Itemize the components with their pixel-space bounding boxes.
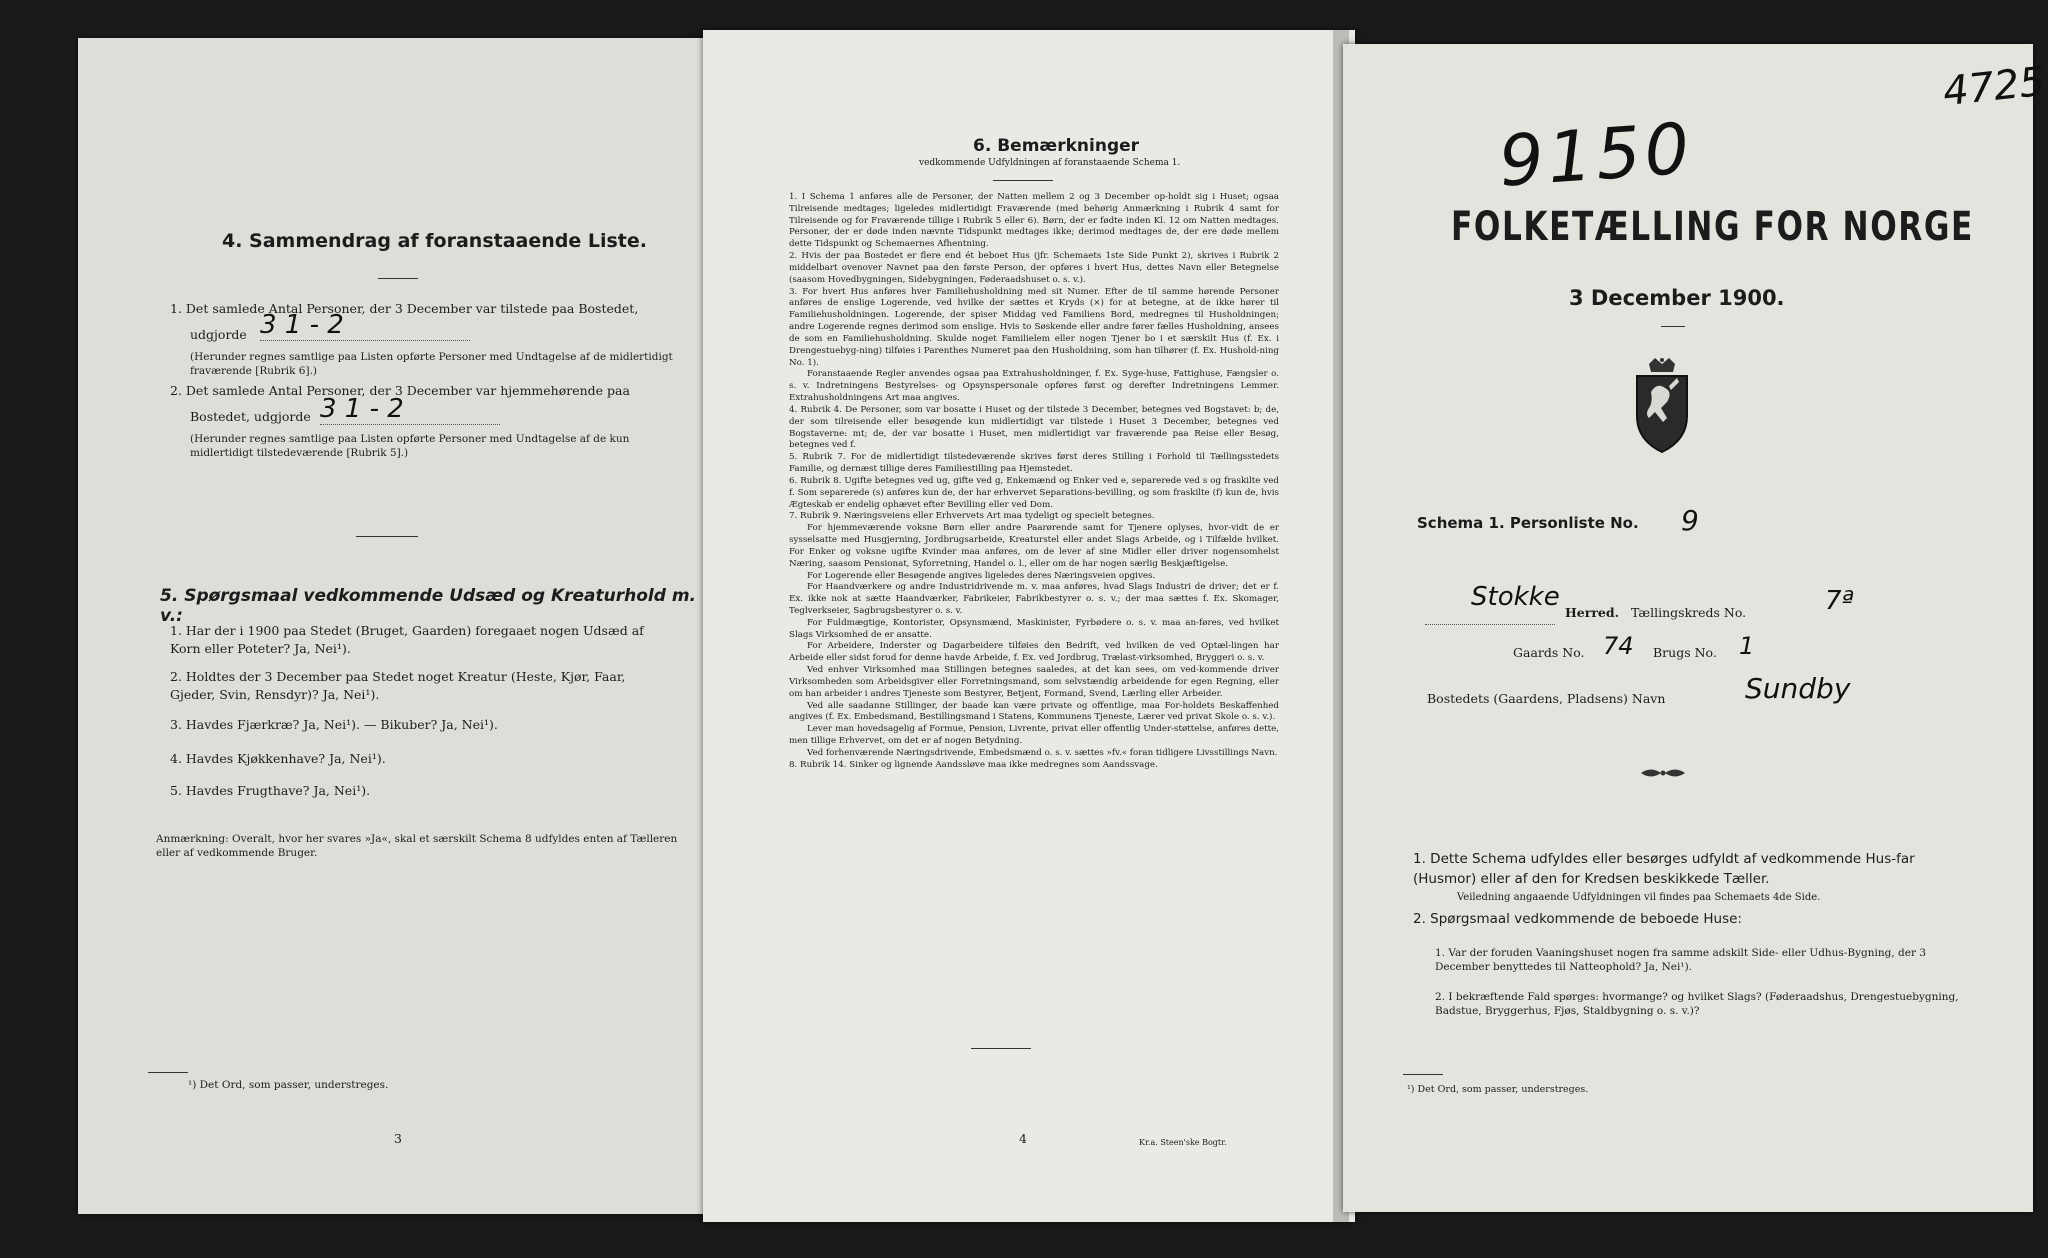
- remarks-list: [789, 192, 1279, 772]
- remark-paragraph: 1. I Schema 1 anføres alle de Personer, der Natten mellem 2 og 3 December op-holdt sig i Huset; ogsaa Tilreisende medtages; ligeledes midlertidigt Fraværende (med behørig Anmærkning i Rubrik 4 samt for Tilreisende og for Fraværende tillige i Rubrik 5 eller 6). Børn, der er fødte inden Kl. 12 om Natten medtages. Personer, der er døde inden nævnte Tidspunkt medtages ikke; derimod medtages de, der ere døde mellem dette Tidspunkt og Schemaernes Afhentning.: [789, 192, 1279, 250]
- instruction-2: 2. Spørgsmaal vedkommende de beboede Huse:: [1413, 911, 1742, 927]
- remark-paragraph: 4. Rubrik 4. De Personer, som var bosatte i Huset og der tilstede 3 December, betegnes ved Bogstavet: b; de, der som tilreisende eller besøgende kun midlertidigt var tilstede i Huset 3 December, betegnes ved Bogstaverne: mt; de, der var bosatte i Huset, men midlertidigt var fraværende paa Reise eller Besøg, betegnes ved f.: [789, 404, 1279, 451]
- divider: [971, 1048, 1031, 1049]
- remark: Anmærkning: Overalt, hvor her svares »Ja«, skal et særskilt Schema 8 udfyldes enten af Tælleren eller af vedkommende Bruger.: [156, 833, 678, 860]
- page-number: 4: [1019, 1131, 1027, 1146]
- left-page: [78, 38, 718, 1214]
- remark-paragraph: Foranstaaende Regler anvendes ogsaa paa Extrahusholdninger, f. Ex. Syge-huse, Fattighuse, Fængsler o. s. v. Indretningens Bestyrelses- og Opsynspersonale opføres først og derefter Indretningens Lemmer. Extrahusholdningens Art maa angives.: [789, 369, 1279, 404]
- footnote: ¹) Det Ord, som passer, understreges.: [188, 1079, 389, 1091]
- s5-q2: 2. Holdtes der 3 December paa Stedet noget Kreatur (Heste, Kjør, Faar, Gjeder, Svin, Rensdyr)? Ja, Nei¹).: [170, 669, 626, 703]
- section6-title: 6. Bemærkninger: [973, 136, 1140, 156]
- footnote: ¹) Det Ord, som passer, understreges.: [1407, 1084, 1589, 1095]
- s5-q4: 4. Havdes Kjøkkenhave? Ja, Nei¹).: [170, 751, 386, 766]
- kreds-label: Tællingskreds No.: [1631, 605, 1747, 620]
- instruction-2-q1: 1. Var der foruden Vaaningshuset nogen fra samme adskilt Side- eller Udhus-Bygning, der 3 December benyttedes til Natteophold? Ja, Nei¹).: [1435, 947, 1926, 974]
- remark-paragraph: Lever man hovedsagelig af Formue, Pension, Livrente, privat eller offentlig Under-støttelse, anføres dette, men tillige Erhvervet, om det er af nogen Betydning.: [789, 724, 1279, 747]
- q2-answer-label: Bostedet, udgjorde: [190, 409, 311, 424]
- handwritten-number: 9150: [1496, 107, 1696, 203]
- remark-paragraph: For Arbeidere, Inderster og Dagarbeidere tilføies den Bedrift, ved hvilken de ved Optæl-lingen har Arbeide eller sidst forud for denne havde Arbeide, f. Ex. ved Jordbrug, Trælast-virksomhed, Bryggeri o. s. v.: [789, 641, 1279, 664]
- section5-title: 5. Spørgsmaal vedkommende Udsæd og Kreaturhold m. v.:: [160, 586, 697, 626]
- herred-label: Herred.: [1565, 605, 1619, 620]
- divider: [378, 278, 418, 279]
- schema-label: Schema 1. Personliste No.: [1417, 514, 1639, 532]
- instruction-1-sub: Veiledning angaaende Udfyldningen vil findes paa Schemaets 4de Side.: [1457, 892, 1821, 903]
- s5-q1: 1. Har der i 1900 paa Stedet (Bruget, Gaarden) foregaaet nogen Udsæd af Korn eller Poteter? Ja, Nei¹).: [170, 623, 644, 657]
- q1-note: (Herunder regnes samtlige paa Listen opførte Personer med Undtagelse af de midlertidigt fraværende [Rubrik 6].): [190, 351, 673, 378]
- divider: [356, 536, 418, 537]
- remark-paragraph: Ved enhver Virksomhed maa Stillingen betegnes saaledes, at det kan sees, om ved-kommende driver Virksomheden som Arbeidsgiver eller Forretningsmand, som selvstændig arbeidende for egen Regning, eller om han arbeider i andres Tjeneste som Bestyrer, Betjent, Formand, Svend, Lærling eller Arbeider.: [789, 665, 1279, 699]
- archive-number: 4725: [1940, 58, 2047, 116]
- middle-page: [703, 30, 1355, 1222]
- divider: [148, 1072, 188, 1073]
- s5-q5: 5. Havdes Frugthave? Ja, Nei¹).: [170, 783, 371, 798]
- remark-paragraph: 8. Rubrik 14. Sinker og lignende Aandssløve maa ikke medregnes som Aandssvage.: [789, 759, 1158, 770]
- right-page: [1343, 44, 2047, 1212]
- coat-of-arms-icon: [1629, 356, 1695, 456]
- remark-paragraph: For Fuldmægtige, Kontorister, Opsynsmænd, Maskinister, Fyrbødere o. s. v. maa an-føres, ved hvilket Slags Virksomhed de er ansatte.: [789, 617, 1279, 640]
- bleed-through-text: [498, 93, 505, 118]
- page-number: 3: [394, 1131, 402, 1146]
- remark-paragraph: For Haandværkere og andre Industridrivende m. v. maa anføres, hvad Slags Industri de driver; det er f. Ex. ikke nok at sætte Haandværker, Fabrikeier, Fabrikbestyrer o. s. v.; der maa sættes f. Ex. Skomager, Teglverkseier, Sagbrugsbestyrer o. s. v.: [789, 582, 1279, 616]
- q2-answer: 3 1 - 2: [320, 394, 500, 425]
- divider: [993, 180, 1053, 181]
- document-date: 3 December 1900.: [1569, 286, 1785, 310]
- remark-paragraph: 3. For hvert Hus anføres hver Familiehusholdning med sit Numer. Efter de til samme hørende Personer anføres de enslige Logerende, ved hvilke der sættes et Kryds (×) for at betegne, at de ikke hører til Familiehusholdningen. Logerende, der spiser Middag ved Familiens Bord, medregnes til Husholdningen; andre Logerende regnes derimod som enslige. Hvis to Søskende eller andre fører fælles Husholdning, ansees de som en Familiehusholdning. Skulde noget Familielem eller nogen Tjener bo i et særskilt Hus (f. Ex. i Drengestuebyg-ning) tilføies i Parenthes Numeret paa den Husholdning, som han tilhører (f. Ex. Hushold-ning No. 1).: [789, 286, 1279, 368]
- q2-text: 2. Det samlede Antal Personer, der 3 December var hjemmehørende paa: [170, 383, 630, 398]
- q1-answer-label: udgjorde: [190, 327, 247, 342]
- s5-q3: 3. Havdes Fjærkræ? Ja, Nei¹). — Bikuber? Ja, Nei¹).: [170, 717, 498, 732]
- brugs-value: 1: [1739, 632, 1755, 660]
- remark-paragraph: For hjemmeværende voksne Børn eller andre Paarørende samt for Tjenere oplyses, hvor-vidt de er sysselsatte med Husgjerning, Jordbrugsarbeide, Kreaturstel eller andet Slags Arbeide, og i Tilfælde hvilket. For Enker og voksne ugifte Kvinder maa anføres, om de lever af sine Midler eller driver nogensomhelst Næring, saasom Pensionat, Syforretning, Handel o. l., eller om de har nogen særlig Beskjæftigelse.: [789, 523, 1279, 569]
- remark-paragraph: For Logerende eller Besøgende angives ligeledes deres Næringsveien opgives.: [807, 570, 1156, 581]
- q1-answer: 3 1 - 2: [260, 310, 470, 341]
- brugs-label: Brugs No.: [1653, 645, 1717, 660]
- remark-paragraph: 2. Hvis der paa Bostedet er flere end ét beboet Hus (jfr. Schemaets 1ste Side Punkt 2), skrives i Rubrik 2 middelbart ovenover Navnet paa den første Person, der opføres i hvert Hus, dettes Navn eller Betegnelse (saasom Hovedbygningen, Sidebygningen, Føderaadshuset o. s. v.).: [789, 251, 1279, 285]
- kreds-value: 7ª: [1825, 586, 1854, 616]
- instruction-2-q2: 2. I bekræftende Fald spørges: hvormange? og hvilket Slags? (Føderaadshus, Drengestuebygning, Badstue, Bryggerhus, Fjøs, Staldbygning o. s. v.)?: [1435, 991, 1959, 1018]
- ornament-icon: [1639, 766, 1687, 780]
- remark-paragraph: Ved alle saadanne Stillinger, der baade kan være private og offentlige, maa For-holdets Beskaffenhed angives (f. Ex. Embedsmand, Bestillingsmand i Statens, Kommunens Tjeneste, Lærer ved privat Skole o. s. v.).: [789, 700, 1279, 723]
- bosted-value: Sundby: [1745, 672, 1851, 705]
- remark-paragraph: 5. Rubrik 7. For de midlertidigt tilstedeværende skrives først deres Stilling i Forhold til Tællingsstedets Familie, og dernæst tillige deres Familiestilling paa Hjemstedet.: [789, 452, 1279, 475]
- document-title: FOLKETÆLLING FOR NORGE: [1451, 204, 1974, 250]
- remark-paragraph: 6. Rubrik 8. Ugifte betegnes ved ug, gifte ved g, Enkemænd og Enker ved e, separerede ved s og fraskilte ved f. Som separerede (s) anføres kun de, der har erhvervet Separations-bevilling, og som fraskilte (f) kun de, hvis Ægteskab er endelig ophævet efter Bevilling eller ved Dom.: [789, 475, 1279, 510]
- bosted-label: Bostedets (Gaardens, Pladsens) Navn: [1427, 691, 1666, 706]
- printer-imprint: Kr.a. Steen'ske Bogtr.: [1139, 1138, 1227, 1147]
- remark-paragraph: 7. Rubrik 9. Næringsveiens eller Erhvervets Art maa tydeligt og specielt betegnes.: [789, 511, 1155, 522]
- divider: [1661, 326, 1685, 327]
- q1-text: 1. Det samlede Antal Personer, der 3 December var tilstede paa Bostedet,: [170, 301, 639, 316]
- gaards-label: Gaards No.: [1513, 645, 1585, 660]
- q2-note: (Herunder regnes samtlige paa Listen opførte Personer med Undtagelse af de kun midlertidigt tilstedeværende [Rubrik 5].): [190, 433, 630, 460]
- instruction-1: 1. Dette Schema udfyldes eller besørges udfyldt af vedkommende Hus-far (Husmor) eller af den for Kredsen beskikkede Tæller.: [1413, 851, 1915, 887]
- herred-value: Stokke: [1471, 582, 1560, 612]
- section6-subtitle: vedkommende Udfyldningen af foranstaaende Schema 1.: [919, 158, 1181, 168]
- gaards-value: 74: [1603, 632, 1634, 660]
- schema-number: 9: [1681, 504, 1699, 537]
- section4-title: 4. Sammendrag af foranstaaende Liste.: [222, 230, 647, 252]
- remark-paragraph: Ved forhenværende Næringsdrivende, Embedsmænd o. s. v. sættes »fv.« foran tidligere Livsstillings Navn.: [807, 747, 1278, 758]
- divider: [1403, 1074, 1443, 1075]
